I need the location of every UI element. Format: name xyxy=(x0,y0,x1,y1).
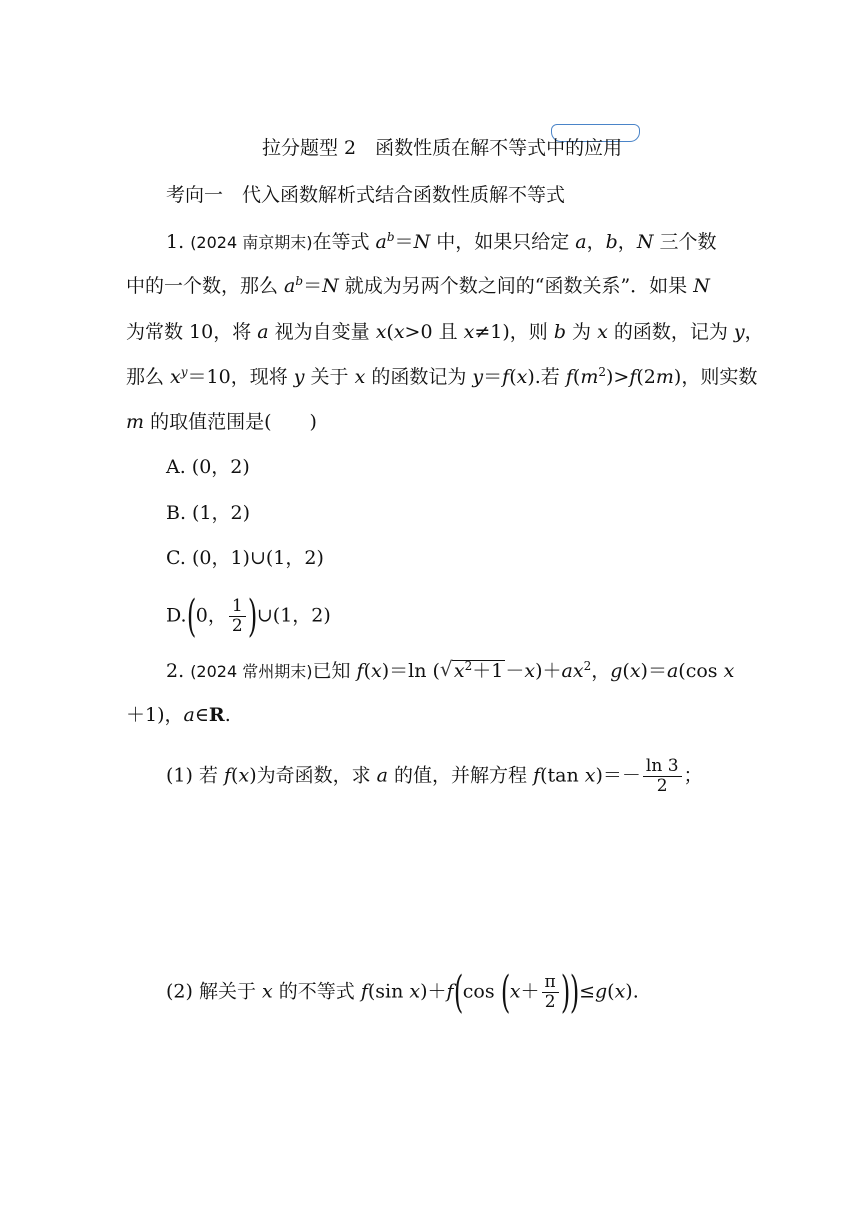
q2-part-1: (1) 若 f(x)为奇函数，求 a 的值，并解方程 f(tan x)＝－ $\frac{\ln 3}{2}$ ； xyxy=(166,756,703,796)
q2-part-2: (2) 解关于 x 的不等式 f(sin x)＋f(cos (x＋ $\frac{\pi}{2}$ ))≤g(x). xyxy=(166,966,639,1018)
option-d: D.(0， $\frac{1}{2}$ )∪(1，2) xyxy=(166,590,331,642)
option-c: C. (0，1)∪(1，2) xyxy=(166,547,324,569)
q1-line-4: 那么 $x^y=10$，现将 y 关于 x 的函数记为 y＝f(x).若 $f(m^2)>f(2m)$，则实数 xyxy=(126,365,758,388)
q1-line-5: m 的取值范围是( ) xyxy=(126,411,317,433)
option-b: B. (1，2) xyxy=(166,502,251,524)
q1-line-1: 1. (2024 南京期末)在等式 $a^b=N$ 中，如果只给定 a，b，N 三个数 xyxy=(166,230,717,253)
q1-line-2: 中的一个数，那么 $a^b=N$ 就成为另两个数之间的“函数关系”．如果 N xyxy=(126,274,710,297)
section-heading: 考向一 代入函数解析式结合函数性质解不等式 xyxy=(166,184,566,206)
option-a: A. (0，2) xyxy=(166,456,250,478)
square-root: √ $x^2+1$ xyxy=(440,659,505,683)
q1-line-3: 为常数 10，将 a 视为自变量 x(x>0 且 x≠1)，则 b 为 x 的函数，记为 y， xyxy=(126,321,764,343)
page-title: 拉分题型 2 函数性质在解不等式中的应用 xyxy=(262,137,623,159)
q2-line-1: 2. (2024 常州期末)已知 f(x)＝ln (√ $x^2+1 -x)+ax^2$，g(x)＝a(cos x xyxy=(166,659,734,684)
q2-line-2: ＋1)，a∈R. xyxy=(126,704,231,726)
